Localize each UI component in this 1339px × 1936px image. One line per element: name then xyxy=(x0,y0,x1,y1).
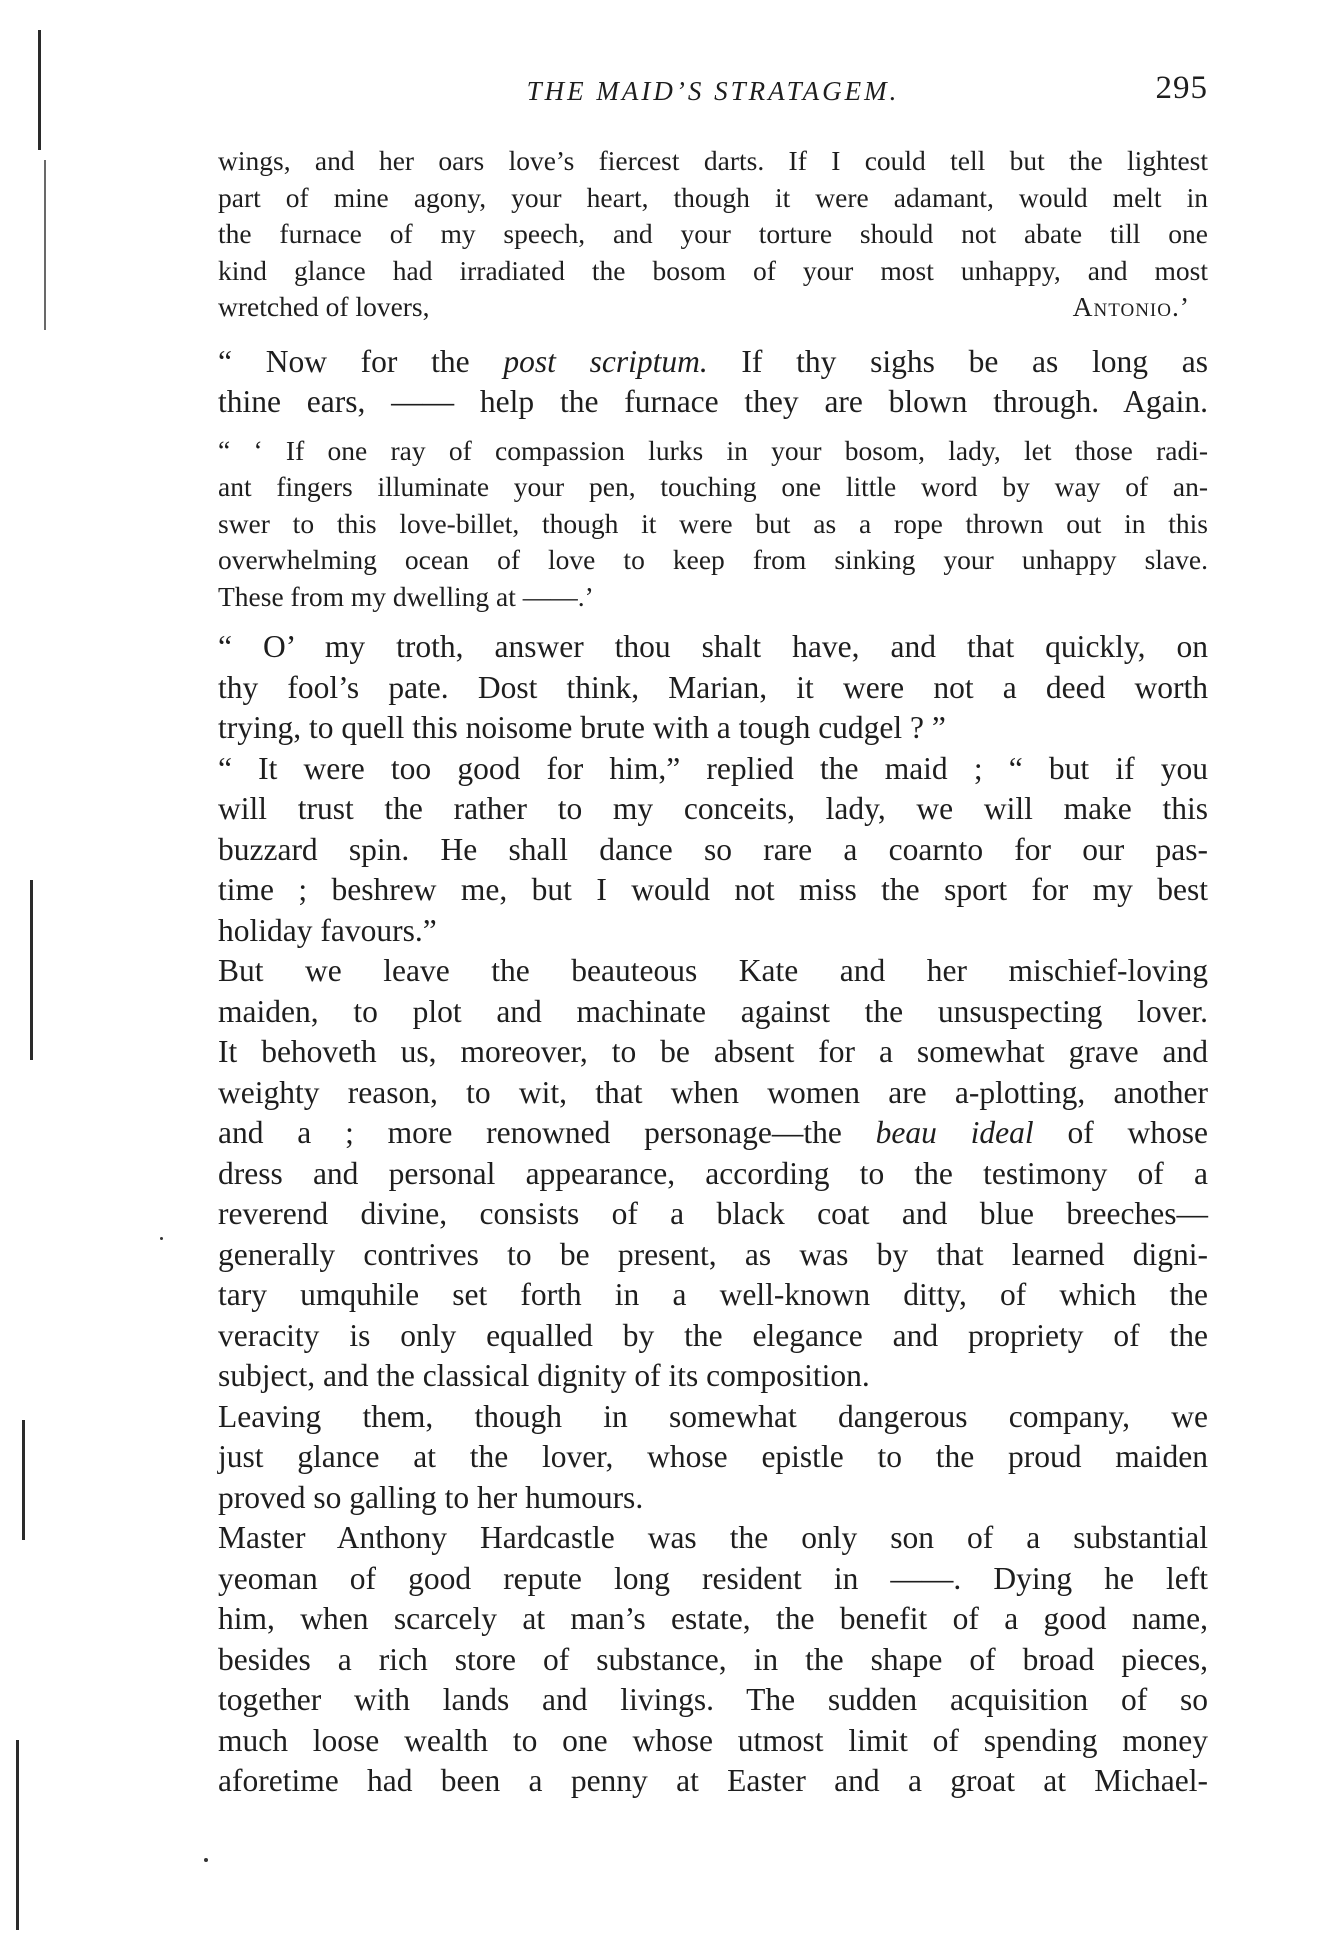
text-line: generally contrives to be present, as was by that learned digni- xyxy=(218,1236,1208,1272)
narrative xyxy=(218,627,1208,1802)
text-line: wings, and her oars love’s fiercest darts. If I could tell but the lightest xyxy=(218,145,1208,176)
text-line: maiden, to plot and machinate against the unsuspecting lover. xyxy=(218,993,1208,1029)
text-line: trying, to quell this noisome brute with a tough cudgel ? ” xyxy=(218,710,946,745)
italic-phrase: beau ideal xyxy=(875,1115,1034,1150)
text-line: “ O’ my troth, answer thou shalt have, and that quickly, on xyxy=(218,629,1208,664)
text-line: thy fool’s pate. Dost think, Marian, it were not a deed worth xyxy=(218,669,1208,705)
text-line: the furnace of my speech, and your torture should not abate till one xyxy=(218,218,1208,249)
text-line: besides a rich store of substance, in the shape of broad pieces, xyxy=(218,1641,1208,1677)
page-number: 295 xyxy=(1155,70,1208,106)
text-line: But we leave the beauteous Kate and her mischief-loving xyxy=(218,953,1208,988)
scan-edge-mark-upper xyxy=(44,160,46,330)
text-line: reverend divine, consists of a black coat and blue breeches— xyxy=(218,1196,1208,1231)
text-line: just glance at the lover, whose epistle to the proud maiden xyxy=(218,1439,1208,1474)
text-line: ant fingers illuminate your pen, touching one little word by way of an- xyxy=(218,471,1208,502)
text-line: subject, and the classical dignity of its composition. xyxy=(218,1358,870,1393)
letter-signature xyxy=(218,289,1208,326)
text-line: aforetime had been a penny at Easter and a groat at Michael- xyxy=(218,1763,1208,1798)
text-line: will trust the rather to my conceits, lady, we will make this xyxy=(218,791,1208,826)
text-line: “ ‘ If one ray of compassion lurks in your bosom, lady, let those radi- xyxy=(218,434,1208,466)
signature-closing: wretched of lovers, xyxy=(218,291,430,322)
postscript-quote xyxy=(218,433,1208,616)
paragraph xyxy=(218,342,1208,423)
letter-excerpt xyxy=(218,143,1208,326)
scan-speck xyxy=(160,1237,163,1240)
body-text xyxy=(218,143,1208,1802)
text-line: proved so galling to her humours. xyxy=(218,1479,644,1515)
text-line: dress and personal appearance, according to the testimony of a xyxy=(218,1155,1208,1191)
text-line: him, when scarcely at man’s estate, the benefit of a good name, xyxy=(218,1601,1208,1636)
text-line: and a ; more renowned personage—the beau ideal of whose xyxy=(218,1115,1209,1150)
text-line: Master Anthony Hardcastle was the only son of a substantial xyxy=(218,1520,1208,1555)
text-line: part of mine agony, your heart, though it were adamant, would melt in xyxy=(218,181,1208,213)
scan-speck xyxy=(204,1858,208,1862)
running-head xyxy=(218,62,1208,112)
text-line: thine ears, —— help the furnace they are blown through. Again. xyxy=(218,384,1208,419)
scan-edge-mark-mid xyxy=(30,880,33,1060)
text-line: swer to this love-billet, though it were but as a rope thrown out in this xyxy=(218,507,1208,539)
text-line: yeoman of good repute long resident in ——. Dying he left xyxy=(218,1560,1208,1596)
italic-phrase: post scriptum. xyxy=(503,343,708,379)
text-line: Leaving them, though in somewhat dangerous company, we xyxy=(218,1398,1208,1434)
scan-edge-mark-top xyxy=(38,30,41,150)
scan-edge-mark-lower xyxy=(22,1420,25,1540)
text-line: tary umquhile set forth in a well-known ditty, of which the xyxy=(218,1277,1208,1312)
signature-name: Antonio.’ xyxy=(1072,291,1190,322)
running-title: THE MAID’S STRATAGEM. xyxy=(526,76,900,106)
text-line: It behoveth us, moreover, to be absent for a somewhat grave and xyxy=(218,1034,1208,1069)
text-line: veracity is only equalled by the elegance and propriety of the xyxy=(218,1317,1208,1353)
text-line: weighty reason, to wit, that when women are a-plotting, another xyxy=(218,1074,1208,1110)
text-line: overwhelming ocean of love to keep from sinking your unhappy slave. xyxy=(218,544,1208,575)
text-line: holiday favours.” xyxy=(218,912,437,948)
text-line: time ; beshrew me, but I would not miss the sport for my best xyxy=(218,872,1208,907)
text-line: much loose wealth to one whose utmost limit of spending money xyxy=(218,1722,1208,1758)
text-line: “ It were too good for him,” replied the maid ; “ but if you xyxy=(218,750,1208,786)
text-line: These from my dwelling at ——.’ xyxy=(218,580,594,612)
text-line: together with lands and livings. The sudden acquisition of so xyxy=(218,1682,1208,1717)
text-line: kind glance had irradiated the bosom of your most unhappy, and most xyxy=(218,254,1208,286)
text-line: buzzard spin. He shall dance so rare a coarnto for our pas- xyxy=(218,831,1208,867)
text-line: “ Now for the post scriptum. If thy sighs be as long as xyxy=(218,343,1208,379)
scan-edge-mark-bottom xyxy=(16,1740,19,1930)
